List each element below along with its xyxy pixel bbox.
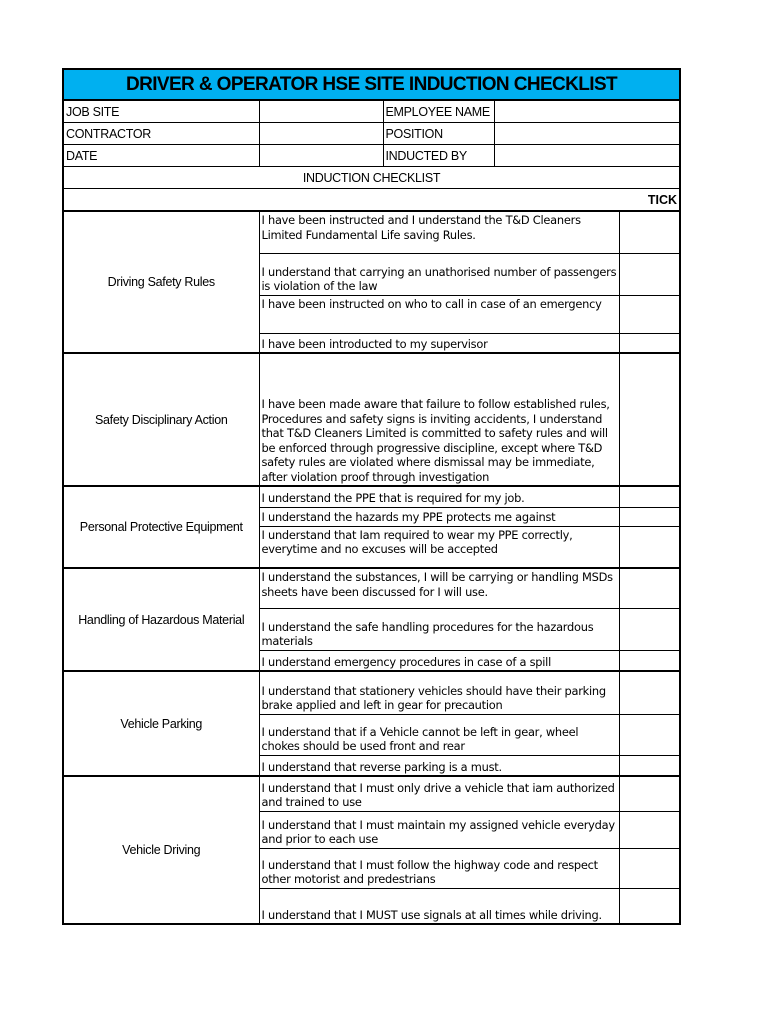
contractor-field[interactable] — [259, 123, 383, 145]
contractor-label: CONTRACTOR — [63, 123, 259, 145]
document-title: DRIVER & OPERATOR HSE SITE INDUCTION CHECKLIST — [63, 69, 680, 100]
tick-box[interactable] — [619, 507, 680, 526]
category-vehicle-parking: Vehicle Parking — [63, 671, 259, 776]
tick-column-header: TICK — [63, 189, 680, 212]
tick-box[interactable] — [619, 848, 680, 888]
tick-box[interactable] — [619, 608, 680, 650]
checklist-item: I have been instructed and I understand the T&D Cleaners Limited Fundamental Life saving Rules. — [259, 211, 619, 253]
checklist-item: I understand that I MUST use signals at all times while driving. — [259, 888, 619, 924]
tick-box[interactable] — [619, 486, 680, 507]
checklist-table — [62, 68, 681, 925]
date-field[interactable] — [259, 145, 383, 167]
checklist-item: I understand the substances, I will be carrying or handling MSDs sheets have been discussed for I will use. — [259, 568, 619, 608]
checklist-heading: INDUCTION CHECKLIST — [63, 167, 680, 189]
tick-box[interactable] — [619, 888, 680, 924]
category-handling-of-hazardous-material: Handling of Hazardous Material — [63, 568, 259, 671]
tick-box[interactable] — [619, 526, 680, 568]
tick-box[interactable] — [619, 295, 680, 333]
employee-name-label: EMPLOYEE NAME — [383, 100, 494, 123]
checklist-item: I understand that I must only drive a vehicle that iam authorized and trained to use — [259, 776, 619, 811]
checklist-item: I understand that stationery vehicles should have their parking brake applied and left in gear for precaution — [259, 671, 619, 714]
job-site-label: JOB SITE — [63, 100, 259, 123]
checklist-item: I understand that I must follow the highway code and respect other motorist and predestrians — [259, 848, 619, 888]
position-label: POSITION — [383, 123, 494, 145]
tick-box[interactable] — [619, 650, 680, 671]
category-safety-disciplinary-action: Safety Disciplinary Action — [63, 353, 259, 486]
checklist-item: I understand the hazards my PPE protects me against — [259, 507, 619, 526]
category-personal-protective-equipment: Personal Protective Equipment — [63, 486, 259, 568]
tick-box[interactable] — [619, 671, 680, 714]
tick-box[interactable] — [619, 333, 680, 353]
checklist-item: I understand that carrying an unathorised number of passengers is violation of the law — [259, 253, 619, 295]
checklist-item: I understand that if a Vehicle cannot be left in gear, wheel chokes should be used front and rear — [259, 714, 619, 755]
employee-name-field[interactable] — [494, 100, 680, 123]
tick-box[interactable] — [619, 211, 680, 253]
category-vehicle-driving: Vehicle Driving — [63, 776, 259, 924]
position-field[interactable] — [494, 123, 680, 145]
inducted-by-field[interactable] — [494, 145, 680, 167]
induction-checklist-document — [62, 68, 679, 925]
checklist-item: I understand the PPE that is required for my job. — [259, 486, 619, 507]
checklist-item: I understand that Iam required to wear my PPE correctly, everytime and no excuses will be accepted — [259, 526, 619, 568]
checklist-item: I understand that reverse parking is a must. — [259, 755, 619, 776]
checklist-item: I have been introducted to my supervisor — [259, 333, 619, 353]
tick-box[interactable] — [619, 714, 680, 755]
checklist-item: I understand the safe handling procedures for the hazardous materials — [259, 608, 619, 650]
job-site-field[interactable] — [259, 100, 383, 123]
category-driving-safety-rules: Driving Safety Rules — [63, 211, 259, 353]
tick-box[interactable] — [619, 568, 680, 608]
tick-box[interactable] — [619, 776, 680, 811]
tick-box[interactable] — [619, 253, 680, 295]
tick-box[interactable] — [619, 811, 680, 848]
checklist-item: I understand that I must maintain my assigned vehicle everyday and prior to each use — [259, 811, 619, 848]
tick-box[interactable] — [619, 755, 680, 776]
tick-box[interactable] — [619, 353, 680, 486]
checklist-item: I understand emergency procedures in case of a spill — [259, 650, 619, 671]
date-label: DATE — [63, 145, 259, 167]
checklist-item: I have been made aware that failure to follow established rules, Procedures and safety signs is inviting accidents, I understand that T&D Cleaners Limited is committed to safety rules and will be enforced through progressive discipline, except where T&D safety rules are violated where dismissal may be immediate, after violation proof through investigation — [259, 353, 619, 486]
inducted-by-label: INDUCTED BY — [383, 145, 494, 167]
checklist-item: I have been instructed on who to call in case of an emergency — [259, 295, 619, 333]
